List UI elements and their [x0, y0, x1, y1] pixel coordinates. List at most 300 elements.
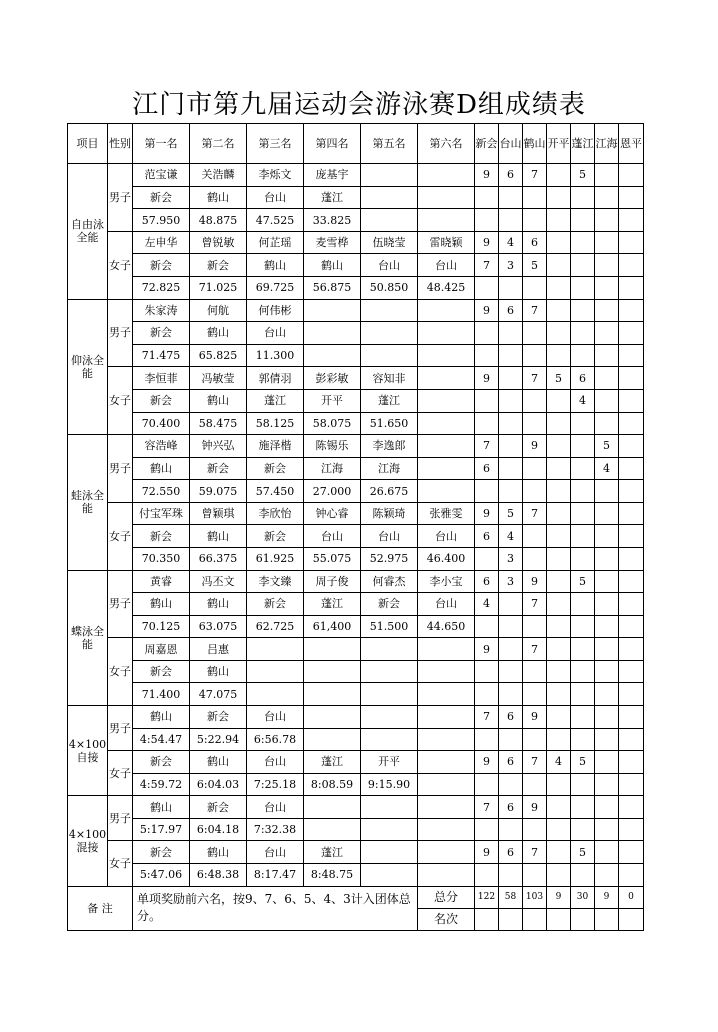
result-cell: 70.350 — [133, 547, 190, 570]
result-cell: 新会 — [247, 525, 304, 548]
score-cell — [499, 322, 523, 345]
result-cell: 65.825 — [190, 344, 247, 367]
score-cell — [619, 186, 644, 209]
score-cell — [619, 457, 644, 480]
score-cell — [475, 209, 499, 232]
result-cell: 左申华 — [133, 231, 190, 254]
table-row — [68, 457, 644, 480]
score-cell: 9 — [523, 570, 547, 593]
result-cell — [418, 638, 475, 661]
score-cell: 6 — [499, 164, 523, 187]
result-cell: 55.075 — [304, 547, 361, 570]
score-cell: 4 — [571, 389, 595, 412]
score-cell — [547, 773, 571, 796]
score-cell — [475, 480, 499, 503]
result-cell: 新会 — [190, 706, 247, 729]
result-cell — [418, 864, 475, 887]
score-cell: 9 — [475, 299, 499, 322]
header-cell: 第一名 — [133, 124, 190, 164]
score-cell: 9 — [475, 231, 499, 254]
table-row — [68, 502, 644, 525]
score-cell: 4 — [475, 593, 499, 616]
result-cell: 7:25.18 — [247, 773, 304, 796]
score-cell — [547, 525, 571, 548]
result-cell: 7:32.38 — [247, 818, 304, 841]
event-name: 蝶泳全能 — [68, 570, 108, 705]
score-cell — [499, 480, 523, 503]
score-cell — [547, 186, 571, 209]
result-cell — [418, 322, 475, 345]
total-cell: 122 — [475, 886, 499, 908]
header-cell: 性别 — [108, 124, 133, 164]
score-cell — [595, 638, 619, 661]
score-cell — [595, 299, 619, 322]
score-cell — [475, 818, 499, 841]
score-cell — [547, 322, 571, 345]
score-cell — [475, 412, 499, 435]
result-cell: 57.450 — [247, 480, 304, 503]
result-cell: 59.075 — [190, 480, 247, 503]
score-cell — [547, 480, 571, 503]
result-cell: 鹤山 — [190, 593, 247, 616]
score-cell: 7 — [475, 706, 499, 729]
result-cell: 71.025 — [190, 277, 247, 300]
result-cell: 冯敏莹 — [190, 367, 247, 390]
result-cell — [361, 818, 418, 841]
result-cell: 曾颖琪 — [190, 502, 247, 525]
score-cell — [595, 344, 619, 367]
score-cell: 9 — [475, 502, 499, 525]
score-cell: 7 — [523, 593, 547, 616]
result-cell: 11.300 — [247, 344, 304, 367]
total-cell: 0 — [619, 886, 644, 908]
result-cell: 容浩峰 — [133, 435, 190, 458]
result-cell: 陈锡乐 — [304, 435, 361, 458]
result-cell: 江海 — [304, 457, 361, 480]
result-cell: 鹤山 — [190, 841, 247, 864]
score-cell: 5 — [571, 751, 595, 774]
result-cell — [361, 706, 418, 729]
result-cell: 5:47.06 — [133, 864, 190, 887]
result-cell: 新会 — [190, 796, 247, 819]
score-cell — [547, 547, 571, 570]
score-cell — [547, 457, 571, 480]
score-cell — [571, 864, 595, 887]
result-cell — [304, 344, 361, 367]
score-cell — [475, 547, 499, 570]
score-cell: 4 — [499, 231, 523, 254]
result-cell: 新会 — [133, 841, 190, 864]
result-cell — [247, 638, 304, 661]
sex-label: 女子 — [108, 841, 133, 886]
table-row — [68, 389, 644, 412]
result-cell: 台山 — [418, 254, 475, 277]
score-cell — [499, 277, 523, 300]
result-cell: 庞基宇 — [304, 164, 361, 187]
score-cell — [499, 209, 523, 232]
header-row — [68, 124, 644, 164]
result-cell: 何睿杰 — [361, 570, 418, 593]
score-cell — [499, 660, 523, 683]
result-cell: 台山 — [247, 841, 304, 864]
score-cell: 7 — [475, 254, 499, 277]
result-cell: 63.075 — [190, 615, 247, 638]
total-cell: 103 — [523, 886, 547, 908]
score-cell — [499, 435, 523, 458]
table-row — [68, 164, 644, 187]
score-cell — [571, 277, 595, 300]
sex-label: 男子 — [108, 570, 133, 638]
result-cell: 61,400 — [304, 615, 361, 638]
score-cell: 5 — [547, 367, 571, 390]
result-cell: 雷晓颖 — [418, 231, 475, 254]
result-cell — [304, 683, 361, 706]
score-cell — [523, 660, 547, 683]
score-cell — [619, 525, 644, 548]
total-cell: 9 — [547, 886, 571, 908]
result-cell: 48.875 — [190, 209, 247, 232]
result-cell: 周子俊 — [304, 570, 361, 593]
result-cell — [418, 660, 475, 683]
score-cell — [571, 683, 595, 706]
score-cell — [571, 435, 595, 458]
total-cell: 9 — [595, 886, 619, 908]
result-cell — [418, 435, 475, 458]
result-cell — [304, 706, 361, 729]
result-cell — [418, 209, 475, 232]
result-cell: 蓬江 — [304, 751, 361, 774]
result-cell: 黄睿 — [133, 570, 190, 593]
result-cell: 鹤山 — [133, 593, 190, 616]
result-cell — [418, 164, 475, 187]
result-cell — [361, 683, 418, 706]
result-cell: 58.125 — [247, 412, 304, 435]
result-cell — [361, 841, 418, 864]
result-cell: 新会 — [133, 186, 190, 209]
result-cell — [418, 706, 475, 729]
score-cell — [547, 277, 571, 300]
table-row — [68, 231, 644, 254]
result-cell — [361, 638, 418, 661]
score-cell — [595, 615, 619, 638]
score-cell — [571, 728, 595, 751]
table-row — [68, 480, 644, 503]
score-cell — [547, 389, 571, 412]
score-cell — [571, 502, 595, 525]
result-cell: 62.725 — [247, 615, 304, 638]
result-cell: 台山 — [247, 706, 304, 729]
score-cell — [619, 299, 644, 322]
score-cell — [571, 480, 595, 503]
header-cell: 蓬江 — [571, 124, 595, 164]
score-cell — [595, 525, 619, 548]
score-cell — [523, 186, 547, 209]
score-cell — [547, 706, 571, 729]
score-cell — [595, 389, 619, 412]
score-cell: 7 — [523, 299, 547, 322]
table-row — [68, 547, 644, 570]
score-cell — [595, 593, 619, 616]
result-cell: 70.125 — [133, 615, 190, 638]
score-cell — [595, 773, 619, 796]
result-cell: 5:17.97 — [133, 818, 190, 841]
score-cell — [547, 344, 571, 367]
result-cell — [247, 683, 304, 706]
score-cell: 6 — [499, 841, 523, 864]
result-cell: 付宝军珠 — [133, 502, 190, 525]
table-row — [68, 525, 644, 548]
result-cell: 蓬江 — [361, 389, 418, 412]
total-label: 总分 — [418, 886, 475, 908]
result-cell: 33.825 — [304, 209, 361, 232]
result-cell: 蓬江 — [247, 389, 304, 412]
event-name: 4×100混接 — [68, 796, 108, 886]
score-cell — [571, 593, 595, 616]
score-cell: 6 — [475, 457, 499, 480]
result-cell — [418, 796, 475, 819]
result-cell: 56.875 — [304, 277, 361, 300]
score-cell: 6 — [499, 706, 523, 729]
score-cell — [547, 570, 571, 593]
result-cell — [304, 660, 361, 683]
score-cell — [547, 231, 571, 254]
score-cell — [619, 728, 644, 751]
score-cell — [523, 344, 547, 367]
result-cell: 50.850 — [361, 277, 418, 300]
score-cell — [595, 547, 619, 570]
score-cell — [571, 796, 595, 819]
score-cell — [499, 638, 523, 661]
result-cell: 新会 — [133, 660, 190, 683]
score-cell — [619, 751, 644, 774]
score-cell: 4 — [547, 751, 571, 774]
score-cell: 7 — [523, 638, 547, 661]
score-cell — [571, 209, 595, 232]
score-cell: 7 — [523, 841, 547, 864]
rank-cell — [523, 908, 547, 930]
score-cell: 5 — [595, 435, 619, 458]
sex-label: 女子 — [108, 638, 133, 706]
score-cell — [571, 322, 595, 345]
result-cell: 6:56.78 — [247, 728, 304, 751]
score-cell — [499, 728, 523, 751]
result-cell: 71.400 — [133, 683, 190, 706]
score-cell: 4 — [499, 525, 523, 548]
result-cell: 鹤山 — [190, 525, 247, 548]
result-cell: 台山 — [361, 525, 418, 548]
score-cell — [499, 186, 523, 209]
score-cell — [619, 254, 644, 277]
result-cell: 蓬江 — [304, 186, 361, 209]
result-cell: 李文臻 — [247, 570, 304, 593]
result-cell — [418, 186, 475, 209]
score-cell — [619, 864, 644, 887]
result-cell: 71.475 — [133, 344, 190, 367]
score-cell: 6 — [499, 299, 523, 322]
score-cell — [571, 638, 595, 661]
result-cell: 鹤山 — [133, 796, 190, 819]
score-cell — [523, 525, 547, 548]
score-cell — [523, 457, 547, 480]
table-row — [68, 728, 644, 751]
result-cell: 新会 — [133, 254, 190, 277]
score-cell — [619, 796, 644, 819]
score-cell: 6 — [499, 751, 523, 774]
score-cell: 7 — [523, 751, 547, 774]
score-cell — [619, 344, 644, 367]
rank-cell — [547, 908, 571, 930]
score-cell — [571, 615, 595, 638]
result-cell: 69.725 — [247, 277, 304, 300]
table-row — [68, 841, 644, 864]
table-row — [68, 706, 644, 729]
table-row — [68, 186, 644, 209]
header-cell: 第三名 — [247, 124, 304, 164]
result-cell: 鹤山 — [133, 706, 190, 729]
table-row — [68, 660, 644, 683]
table-row — [68, 254, 644, 277]
result-cell: 李小宝 — [418, 570, 475, 593]
score-cell — [619, 412, 644, 435]
result-cell: 47.525 — [247, 209, 304, 232]
score-cell: 9 — [523, 706, 547, 729]
score-cell — [595, 186, 619, 209]
score-cell — [547, 412, 571, 435]
header-cell: 江海 — [595, 124, 619, 164]
score-cell: 3 — [499, 547, 523, 570]
score-cell — [547, 435, 571, 458]
table-row — [68, 615, 644, 638]
result-cell: 台山 — [304, 525, 361, 548]
score-cell: 9 — [475, 638, 499, 661]
result-cell: 李逸郎 — [361, 435, 418, 458]
result-cell: 麦雪桦 — [304, 231, 361, 254]
result-cell: 何芷瑶 — [247, 231, 304, 254]
sex-label: 男子 — [108, 435, 133, 503]
score-cell — [475, 773, 499, 796]
score-cell — [571, 299, 595, 322]
table-row — [68, 277, 644, 300]
score-cell — [619, 570, 644, 593]
table-row — [68, 299, 644, 322]
header-cell: 第六名 — [418, 124, 475, 164]
score-cell — [475, 864, 499, 887]
score-cell — [571, 231, 595, 254]
score-cell — [595, 728, 619, 751]
table-row — [68, 435, 644, 458]
score-cell — [499, 773, 523, 796]
result-cell: 新会 — [361, 593, 418, 616]
score-cell — [619, 164, 644, 187]
result-cell: 48.425 — [418, 277, 475, 300]
total-cell: 30 — [571, 886, 595, 908]
result-cell: 8:48.75 — [304, 864, 361, 887]
result-cell: 66.375 — [190, 547, 247, 570]
score-cell — [619, 841, 644, 864]
score-cell — [523, 864, 547, 887]
table-row — [68, 818, 644, 841]
result-cell — [418, 457, 475, 480]
result-cell: 新会 — [190, 457, 247, 480]
result-cell — [418, 412, 475, 435]
score-cell — [571, 525, 595, 548]
result-cell: 开平 — [361, 751, 418, 774]
score-cell — [523, 389, 547, 412]
result-cell: 关浩麟 — [190, 164, 247, 187]
score-cell — [523, 209, 547, 232]
score-cell — [475, 660, 499, 683]
score-cell — [475, 728, 499, 751]
score-cell — [571, 254, 595, 277]
score-cell — [595, 570, 619, 593]
score-cell: 4 — [595, 457, 619, 480]
score-cell — [571, 547, 595, 570]
header-cell: 第四名 — [304, 124, 361, 164]
score-cell — [571, 818, 595, 841]
result-cell: 钟心睿 — [304, 502, 361, 525]
result-cell: 冯丕文 — [190, 570, 247, 593]
table-row — [68, 322, 644, 345]
score-cell — [547, 593, 571, 616]
score-cell — [523, 615, 547, 638]
result-cell: 鹤山 — [247, 254, 304, 277]
score-cell — [619, 706, 644, 729]
result-cell: 27.000 — [304, 480, 361, 503]
result-cell: 44.650 — [418, 615, 475, 638]
result-cell — [418, 751, 475, 774]
score-cell — [571, 457, 595, 480]
score-cell — [595, 480, 619, 503]
score-cell — [595, 683, 619, 706]
score-cell: 9 — [475, 164, 499, 187]
header-cell: 第二名 — [190, 124, 247, 164]
score-cell — [595, 254, 619, 277]
score-cell: 6 — [475, 570, 499, 593]
header-cell: 恩平 — [619, 124, 644, 164]
score-cell — [523, 728, 547, 751]
sex-label: 女子 — [108, 502, 133, 570]
result-cell: 蓬江 — [304, 841, 361, 864]
header-cell: 鹤山 — [523, 124, 547, 164]
result-cell: 4:54.47 — [133, 728, 190, 751]
result-cell: 6:04.03 — [190, 773, 247, 796]
score-cell — [547, 660, 571, 683]
header-cell: 项目 — [68, 124, 108, 164]
result-cell — [418, 683, 475, 706]
score-cell: 9 — [475, 367, 499, 390]
score-cell: 5 — [571, 841, 595, 864]
score-cell: 9 — [475, 841, 499, 864]
score-cell: 7 — [523, 367, 547, 390]
rank-cell — [571, 908, 595, 930]
result-cell — [304, 638, 361, 661]
result-cell: 伍晓莹 — [361, 231, 418, 254]
result-cell: 台山 — [418, 593, 475, 616]
table-row — [68, 412, 644, 435]
table-row — [68, 570, 644, 593]
score-cell — [499, 367, 523, 390]
score-cell — [619, 480, 644, 503]
score-cell: 6 — [571, 367, 595, 390]
result-cell: 51.500 — [361, 615, 418, 638]
score-cell: 6 — [475, 525, 499, 548]
result-cell: 陈颖琦 — [361, 502, 418, 525]
result-cell — [418, 389, 475, 412]
result-cell: 何航 — [190, 299, 247, 322]
score-cell: 7 — [475, 435, 499, 458]
score-cell — [595, 164, 619, 187]
result-cell: 58.475 — [190, 412, 247, 435]
